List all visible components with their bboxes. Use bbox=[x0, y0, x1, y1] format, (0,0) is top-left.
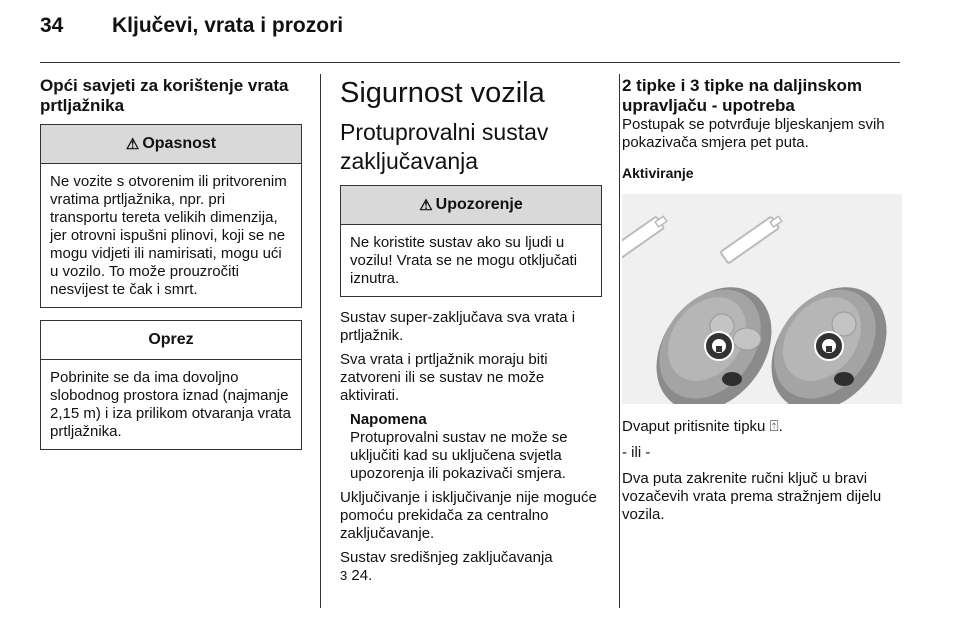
danger-box-header bbox=[41, 125, 301, 164]
danger-box bbox=[40, 124, 302, 308]
header-rule bbox=[40, 62, 900, 63]
paragraph-text: Sustav središnjeg zaključavanja bbox=[340, 549, 553, 566]
column-3 bbox=[622, 76, 902, 524]
warning-triangle-icon: ⚠ bbox=[125, 136, 140, 153]
paragraph: Uključivanje i isključivanje nije moguće pomoću prekidača za centralno zaključavanje. bbox=[340, 489, 597, 542]
danger-text: Ne vozite s otvorenim ili pritvorenim vratima prtljažnika, npr. pri transportu tereta velikih dimenzija, jer otrovni ispušni plinovi, koji se ne mogu vidjeti ili namirisati, mogu ući u vozilo. To može prouzročiti nesvijest te čak i smrt. bbox=[50, 173, 287, 298]
warning-box-header bbox=[341, 186, 601, 225]
remote-key-illustration bbox=[622, 194, 902, 404]
warning-title: Upozorenje bbox=[435, 196, 523, 213]
remote-keys-image bbox=[622, 194, 902, 404]
warning-text: Ne koristite sustav ako su ljudi u vozilu! Vrata se ne mogu otključati iznutra. bbox=[350, 234, 578, 287]
or-separator: - ili - bbox=[622, 444, 651, 461]
note-text: Protuprovalni sustav ne može se uključiti kad su uključena svjetla upozorenja ili pokazivači smjera. bbox=[350, 429, 568, 482]
note-title: Napomena bbox=[350, 411, 427, 428]
remote-key-left bbox=[622, 213, 795, 404]
caution-text: Pobrinite se da ima dovoljno slobodnog prostora iznad (najmanje 2,15 m) i iza prilikom otvaranja vrata prtljažnika. bbox=[50, 369, 291, 440]
lock-icon: ⍐ bbox=[769, 418, 779, 435]
column-divider-1 bbox=[320, 74, 321, 608]
paragraph: Sustav super-zaključava sva vrata i prtljažnik. bbox=[340, 309, 576, 344]
paragraph: Sva vrata i prtljažnik moraju biti zatvoreni ili se sustav ne može aktivirati. bbox=[340, 351, 548, 404]
instruction-text: Dva puta zakrenite ručni ključ u bravi vozačevih vrata prema stražnjem dijelu vozila. bbox=[622, 470, 882, 523]
danger-title: Opasnost bbox=[142, 135, 217, 152]
chapter-title: Ključevi, vrata i prozori bbox=[112, 14, 344, 37]
section-heading: Sigurnost vozila bbox=[340, 77, 545, 109]
intro-text: Postupak se potvrđuje bljeskanjem svih pokazivača smjera pet puta. bbox=[622, 116, 885, 151]
note bbox=[350, 411, 602, 483]
instruction-label: Dvaput pritisnite tipku bbox=[622, 418, 766, 435]
column-2 bbox=[340, 76, 602, 585]
column-divider-2 bbox=[619, 74, 620, 608]
page-number: 34 bbox=[40, 14, 64, 37]
section-title: Opći savjeti za korištenje vrata prtljažnika bbox=[40, 76, 289, 115]
page-header bbox=[40, 14, 343, 38]
page-reference-link[interactable]: 24. bbox=[351, 567, 373, 584]
page-reference-arrow-icon: 3 bbox=[340, 568, 348, 583]
caution-box-header bbox=[41, 321, 301, 360]
column-1 bbox=[40, 76, 302, 450]
warning-box bbox=[340, 185, 602, 297]
section-title: 2 tipke i 3 tipke na daljinskom upravljaču - upotreba bbox=[622, 76, 862, 115]
subsection-heading: Protuprovalni sustav zaključavanja bbox=[340, 119, 549, 174]
caution-title: Oprez bbox=[148, 331, 194, 348]
paragraph bbox=[340, 549, 602, 585]
instruction-text: Dvaput pritisnite tipku ⍐. bbox=[622, 418, 783, 435]
activation-heading: Aktiviranje bbox=[622, 165, 694, 181]
caution-box bbox=[40, 320, 302, 450]
warning-triangle-icon: ⚠ bbox=[419, 197, 433, 214]
